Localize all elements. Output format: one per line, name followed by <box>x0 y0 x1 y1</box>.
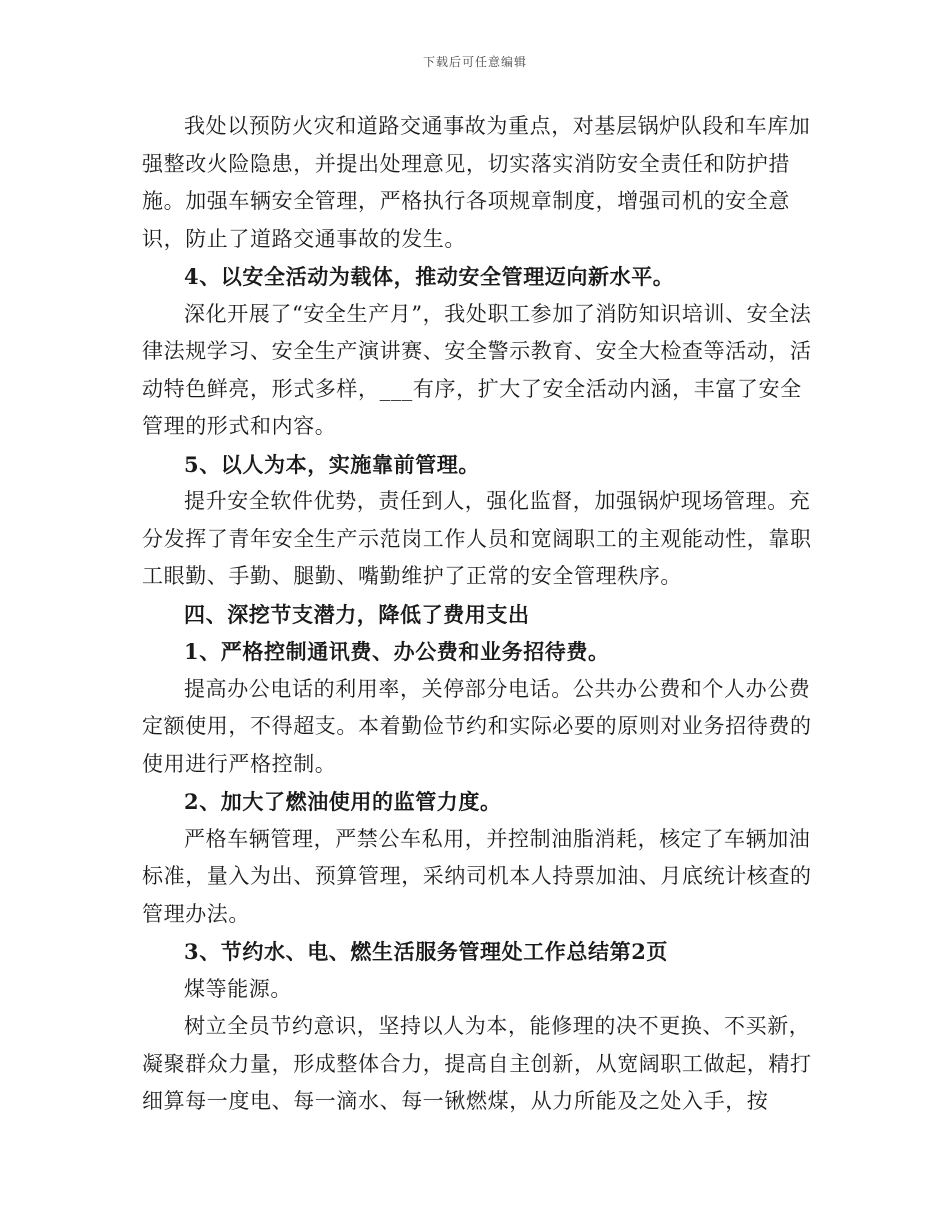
document-body <box>142 108 812 1121</box>
page-header: 下载后可任意编辑 <box>422 55 527 69</box>
paragraph-saving-awareness: 树立全员节约意识，坚持以人为本，能修理的决不更换、不买新，凝聚群众力量，形成整体合力，提高自主创新，从宽阔职工做起，精打细算每一度电、每一滴水、每一锹燃煤，从力所能及之处入手，按 <box>142 1014 812 1113</box>
section-heading-cost-saving: 四、深挖节支潜力，降低了费用支出 <box>184 601 530 627</box>
paragraph-office-phone: 提高办公电话的利用率，关停部分电话。公共办公费和个人办公费定额使用，不得超支。本着勤俭节约和实际必要的原则对业务招待费的使用进行严格控制。 <box>142 676 812 776</box>
heading-save-utilities: 3、节约水、电、燃生活服务管理处工作总结第2页 <box>184 939 669 964</box>
heading-office-costs: 1、严格控制通讯费、办公费和业务招待费。 <box>184 639 610 664</box>
paragraph-fire-safety: 我处以预防火灾和道路交通事故为重点，对基层锅炉队段和车库加强整改火险隐患，并提出处理意见，切实落实消防安全责任和防护措施。加强车辆安全管理，严格执行各项规章制度，增强司机的安全意识，防止了道路交通事故的发生。 <box>142 114 811 251</box>
paragraph-software-advantage: 提升安全软件优势，责任到人，强化监督，加强锅炉现场管理。充分发挥了青年安全生产示范岗工作人员和宽阔职工的主观能动性，靠职工眼勤、手勤、腿勤、嘴勤维护了正常的安全管理秩序。 <box>142 489 812 588</box>
heading-fuel-supervision: 2、加大了燃油使用的监管力度。 <box>184 789 502 814</box>
heading-people-oriented: 5、以人为本，实施靠前管理。 <box>184 451 481 477</box>
paragraph-safety-month: 深化开展了“安全生产月”，我处职工参加了消防知识培训、安全法律法规学习、安全生产演讲赛、安全警示教育、安全大检查等活动，活动特色鲜亮，形式多样，___有序，扩大了安全活动内涵，丰富了安全管理的形式和内容。 <box>142 301 812 438</box>
paragraph-coal-energy: 煤等能源。 <box>184 976 292 1001</box>
paragraph-vehicle-management: 严格车辆管理，严禁公车私用，并控制油脂消耗，核定了车辆加油标准，量入为出、预算管理，采纳司机本人持票加油、月底统计核查的管理办法。 <box>142 826 812 926</box>
heading-safety-activities: 4、以安全活动为载体，推动安全管理迈向新水平。 <box>184 264 675 289</box>
